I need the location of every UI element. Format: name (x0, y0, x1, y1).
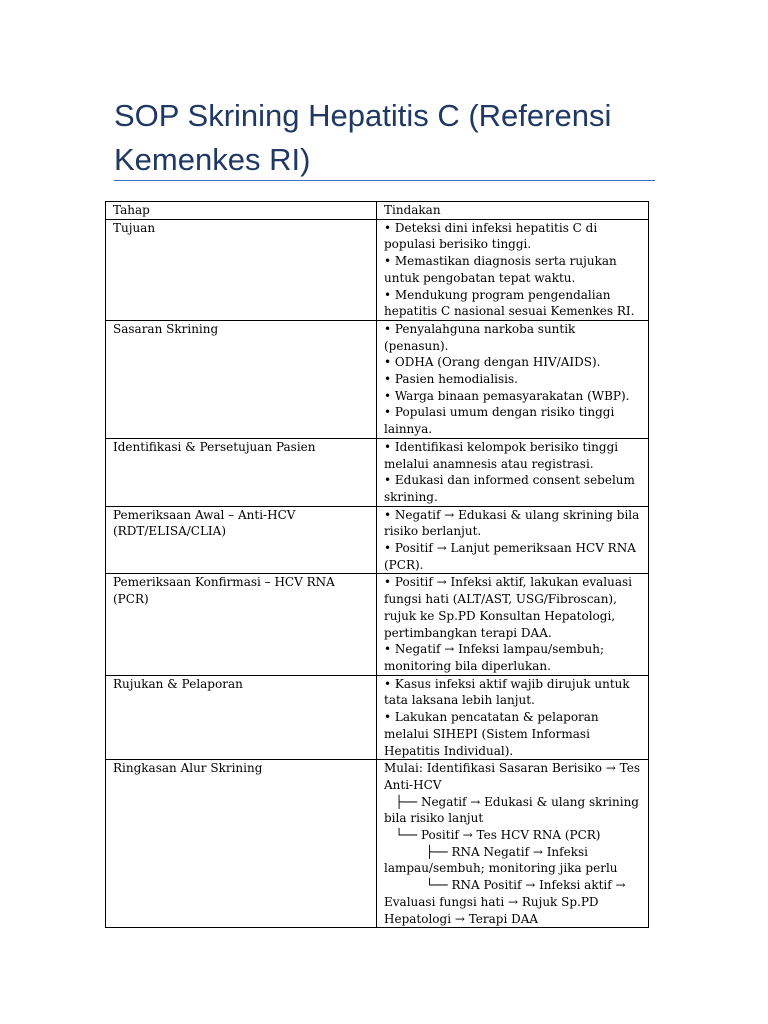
table-row (106, 438, 649, 506)
table-row (106, 760, 649, 928)
table-row (106, 320, 649, 438)
actions-cell (377, 320, 649, 438)
action-item: • Kasus infeksi aktif wajib dirujuk untuk tata laksana lebih lanjut. (384, 676, 634, 708)
table-row (106, 506, 649, 574)
action-item: • Positif → Infeksi aktif, lakukan evaluasi fungsi hati (ALT/AST, USG/Fibroscan), rujuk ke Sp.PD Konsultan Hepatologi, pertimbangkan terapi DAA. (384, 575, 636, 640)
action-item: • Negatif → Edukasi & ulang skrining bila risiko berlanjut. (384, 507, 644, 539)
action-item: • Warga binaan pemasyarakatan (WBP). (384, 388, 630, 403)
table-row (106, 574, 649, 675)
stage-cell: Identifikasi & Persetujuan Pasien (106, 438, 377, 506)
stage-cell: Sasaran Skrining (106, 320, 377, 438)
action-item: • ODHA (Orang dengan HIV/AIDS). (384, 355, 601, 370)
action-item: ├── Negatif → Edukasi & ulang skrining bila risiko lanjut (384, 794, 643, 826)
action-item: • Penyalahguna narkoba suntik (penasun). (384, 321, 580, 353)
sop-table-body (106, 202, 649, 928)
action-item: • Mendukung program pengendalian hepatitis C nasional sesuai Kemenkes RI. (384, 287, 635, 319)
stage-cell: Ringkasan Alur Skrining (106, 760, 377, 928)
stage-cell: Tujuan (106, 219, 377, 320)
action-item: • Negatif → Infeksi lampau/sembuh; monitoring bila diperlukan. (384, 642, 608, 673)
table-row (106, 675, 649, 760)
action-item: • Positif → Lanjut pemeriksaan HCV RNA (PCR). (384, 541, 640, 572)
action-item: ├── RNA Negatif → Infeksi lampau/sembuh; monitoring jika perlu (384, 844, 618, 876)
sop-table (105, 201, 649, 928)
header-tahap: Tahap (106, 202, 377, 220)
action-item: Mulai: Identifikasi Sasaran Berisiko → Tes Anti-HCV (384, 761, 644, 792)
action-item: • Memastikan diagnosis serta rujukan untuk pengobatan tepat waktu. (384, 254, 621, 285)
header-tindakan: Tindakan (377, 202, 649, 220)
stage-cell: Pemeriksaan Konfirmasi – HCV RNA (PCR) (106, 574, 377, 675)
stage-cell: Rujukan & Pelaporan (106, 675, 377, 760)
table-row (106, 219, 649, 320)
actions-cell (377, 760, 649, 928)
action-item: • Identifikasi kelompok berisiko tinggi melalui anamnesis atau registrasi. (384, 439, 622, 471)
actions-cell (377, 675, 649, 760)
action-item: • Populasi umum dengan risiko tinggi lainnya. (384, 405, 619, 437)
action-item: • Lakukan pencatatan & pelaporan melalui SIHEPI (Sistem Informasi Hepatitis Individual). (384, 710, 603, 758)
stage-cell: Pemeriksaan Awal – Anti-HCV (RDT/ELISA/CLIA) (106, 506, 377, 574)
action-item: └── RNA Positif → Infeksi aktif → Evaluasi fungsi hati → Rujuk Sp.PD Hepatologi → Terapi DAA (384, 878, 630, 926)
action-item: └── Positif → Tes HCV RNA (PCR) (384, 828, 601, 843)
page-title: SOP Skrining Hepatitis C (Referensi Kemenkes RI) (114, 98, 612, 177)
actions-cell (377, 438, 649, 506)
action-item: • Deteksi dini infeksi hepatitis C di populasi berisiko tinggi. (384, 220, 602, 252)
actions-cell (377, 219, 649, 320)
actions-cell (377, 574, 649, 675)
title-divider (114, 180, 655, 181)
actions-cell (377, 506, 649, 574)
action-item: • Pasien hemodialisis. (384, 372, 518, 387)
action-item: • Edukasi dan informed consent sebelum skrining. (384, 473, 639, 504)
table-header-row (106, 202, 649, 220)
